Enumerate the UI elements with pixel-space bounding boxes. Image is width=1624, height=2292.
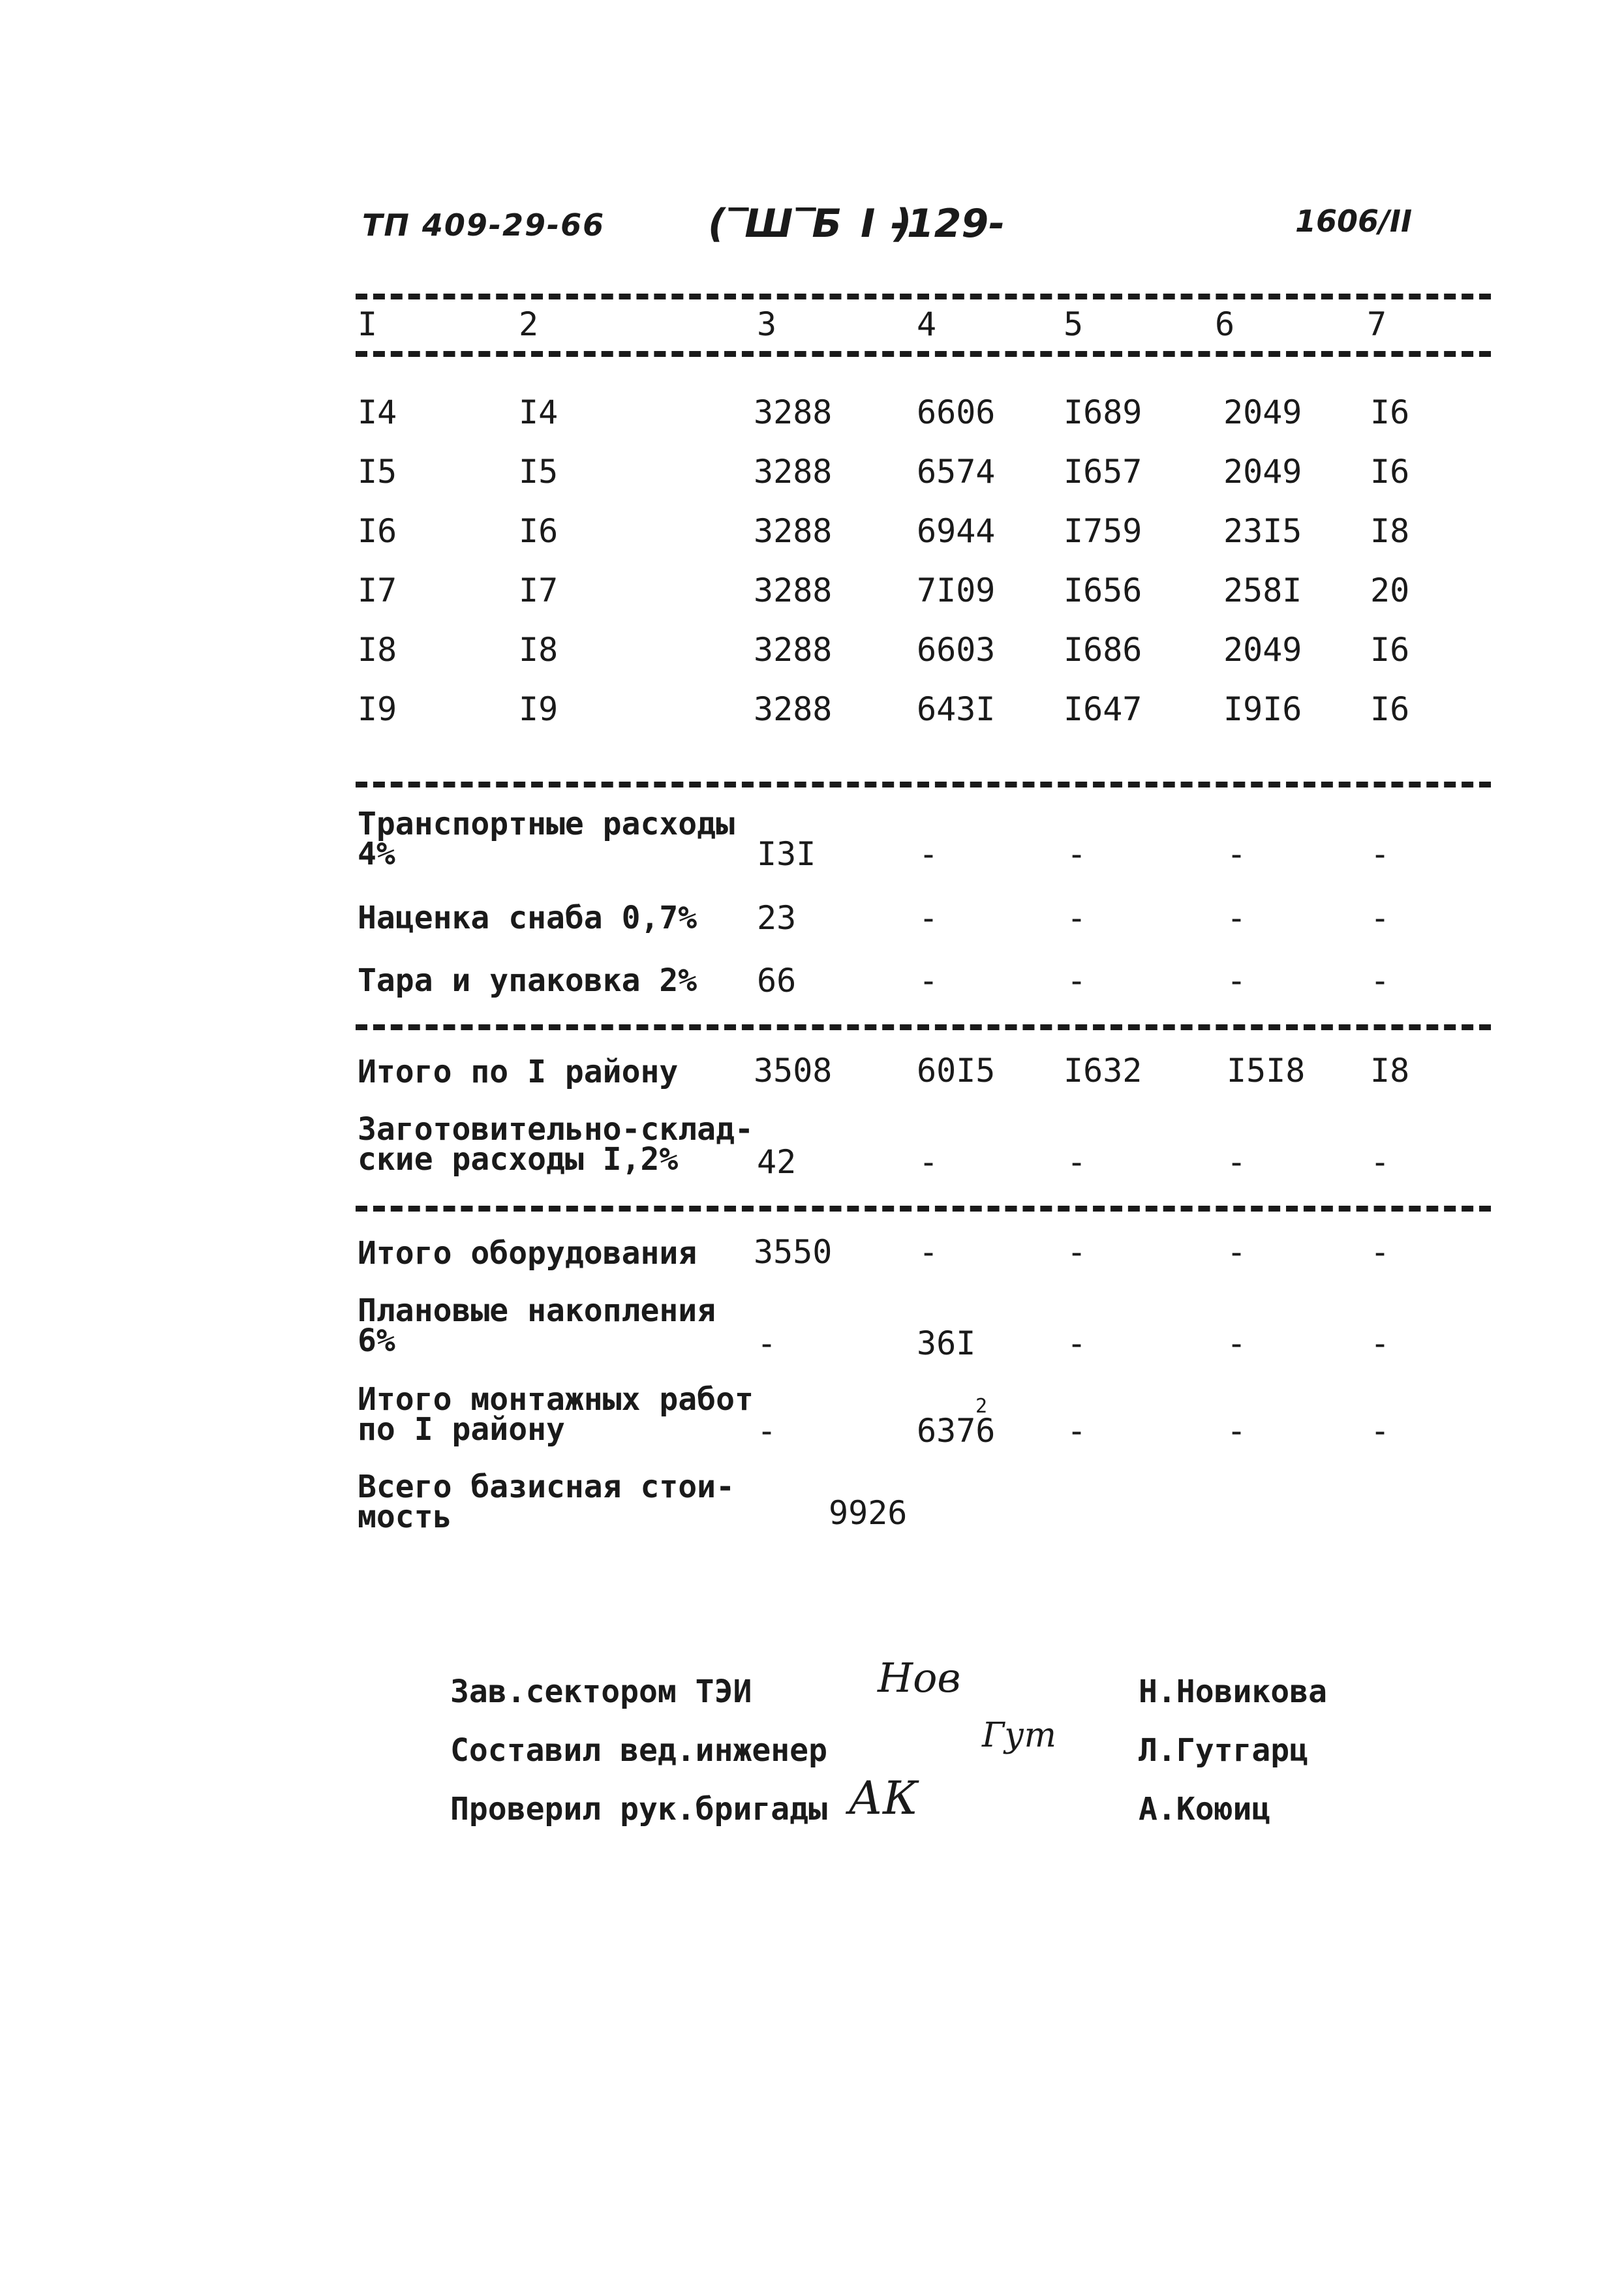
table-cell: I686 xyxy=(1064,631,1142,669)
summary-value: - xyxy=(1067,1324,1087,1362)
handwritten-signature: Нов xyxy=(878,1654,961,1702)
summary-value: - xyxy=(919,1233,939,1271)
summary-value: 42 xyxy=(757,1143,797,1181)
summary-value: - xyxy=(1227,1233,1247,1271)
summary-value: - xyxy=(1227,899,1247,937)
grand-total-value: 9926 xyxy=(829,1494,908,1532)
table-cell: 2049 xyxy=(1223,453,1302,491)
table-cell: I656 xyxy=(1064,572,1142,609)
summary-value: - xyxy=(1370,962,1390,1000)
table-cell: I647 xyxy=(1064,690,1142,728)
table-cell: 3288 xyxy=(754,393,833,431)
summary-value: - xyxy=(1067,1233,1087,1271)
table-cell: 6603 xyxy=(917,631,996,669)
summary-value: - xyxy=(919,962,939,1000)
summary-value: - xyxy=(1067,899,1087,937)
summary-value: I632 xyxy=(1064,1052,1142,1090)
table-cell: I657 xyxy=(1064,453,1142,491)
summary-label: Плановые накопления 6% xyxy=(358,1292,716,1359)
table-cell: I5 xyxy=(358,453,397,491)
table-cell: 6574 xyxy=(917,453,996,491)
table-cell: 3288 xyxy=(754,631,833,669)
signature-role: Зав.сектором ТЭИ xyxy=(450,1673,752,1710)
table-cell: I8 xyxy=(1370,512,1410,550)
summary-value: - xyxy=(919,835,939,873)
document-code: ТП 409-29-66 xyxy=(362,207,605,243)
table-cell: I6 xyxy=(1370,631,1410,669)
table-cell: I9I6 xyxy=(1223,690,1302,728)
album-mark: ( ̅Ш ̅Б I ) xyxy=(708,201,915,247)
table-cell: 3288 xyxy=(754,572,833,609)
summary-value: I3I xyxy=(757,835,816,873)
summary-value: - xyxy=(1227,1324,1247,1362)
table-cell: I759 xyxy=(1064,512,1142,550)
table-cell: 7I09 xyxy=(917,572,996,609)
table-cell: 6944 xyxy=(917,512,996,550)
summary-label: Итого монтажных работ по I району xyxy=(358,1381,754,1448)
summary-value: 60I5 xyxy=(917,1052,996,1090)
table-cell: I4 xyxy=(358,393,397,431)
summary-value: 23 xyxy=(757,899,797,937)
summary-value: - xyxy=(757,1324,777,1362)
signatory-name: А.Коюиц xyxy=(1139,1791,1271,1827)
table-cell: I5 xyxy=(519,453,559,491)
summary-value: - xyxy=(1227,1412,1247,1450)
summary-value: - xyxy=(1370,1324,1390,1362)
summary-value: 3508 xyxy=(754,1052,833,1090)
handwritten-signature: АК xyxy=(848,1771,919,1825)
column-header: 3 xyxy=(757,305,777,343)
table-cell: I6 xyxy=(1370,393,1410,431)
table-cell: I6 xyxy=(519,512,559,550)
column-header: I xyxy=(358,305,378,343)
table-cell: 20 xyxy=(1370,572,1410,609)
table-cell: 258I xyxy=(1223,572,1302,609)
column-header: 7 xyxy=(1367,305,1387,343)
superscript-mark: 2 xyxy=(975,1395,988,1418)
table-cell: 3288 xyxy=(754,512,833,550)
summary-value: - xyxy=(757,1412,777,1450)
table-cell: I8 xyxy=(519,631,559,669)
table-cell: I6 xyxy=(1370,453,1410,491)
summary-value: - xyxy=(1227,1143,1247,1181)
summary-label: Тара и упаковка 2% xyxy=(358,962,697,999)
handwritten-signature: Гут xyxy=(982,1716,1056,1755)
page-number: -129- xyxy=(891,201,1005,247)
signature-role: Проверил рук.бригады xyxy=(450,1791,827,1827)
table-cell: 2049 xyxy=(1223,631,1302,669)
summary-value: - xyxy=(1227,835,1247,873)
table-cell: 3288 xyxy=(754,690,833,728)
rule-subtotal xyxy=(356,1024,1491,1030)
sheet-number: 1606/II xyxy=(1295,204,1413,239)
column-header: 5 xyxy=(1064,305,1084,343)
summary-label: Итого по I району xyxy=(358,1054,679,1090)
summary-value: - xyxy=(1067,962,1087,1000)
signatory-name: Н.Новикова xyxy=(1139,1673,1327,1710)
signature-role: Составил вед.инженер xyxy=(450,1732,827,1769)
summary-value: - xyxy=(1370,1412,1390,1450)
table-cell: I4 xyxy=(519,393,559,431)
summary-value: - xyxy=(1370,1233,1390,1271)
grand-total-label: Всего базисная стои- мость xyxy=(358,1469,735,1535)
rule-equipment xyxy=(356,1206,1491,1212)
table-cell: I8 xyxy=(358,631,397,669)
summary-value: - xyxy=(1370,899,1390,937)
table-cell: 6606 xyxy=(917,393,996,431)
table-cell: I689 xyxy=(1064,393,1142,431)
table-cell: I9 xyxy=(358,690,397,728)
table-cell: 23I5 xyxy=(1223,512,1302,550)
table-cell: I6 xyxy=(1370,690,1410,728)
summary-value: 6376 xyxy=(917,1412,996,1450)
summary-value: 3550 xyxy=(754,1233,833,1271)
table-cell: I6 xyxy=(358,512,397,550)
table-cell: 3288 xyxy=(754,453,833,491)
column-header: 2 xyxy=(519,305,539,343)
summary-value: I8 xyxy=(1370,1052,1410,1090)
table-cell: I7 xyxy=(519,572,559,609)
summary-label: Транспортные расходы 4% xyxy=(358,806,735,872)
summary-value: - xyxy=(1067,835,1087,873)
summary-value: I5I8 xyxy=(1227,1052,1306,1090)
summary-value: - xyxy=(1227,962,1247,1000)
summary-value: - xyxy=(919,899,939,937)
column-header: 4 xyxy=(917,305,937,343)
summary-value: - xyxy=(1370,835,1390,873)
table-cell: I7 xyxy=(358,572,397,609)
table-cell: I9 xyxy=(519,690,559,728)
summary-value: - xyxy=(1370,1143,1390,1181)
summary-value: - xyxy=(919,1143,939,1181)
signatory-name: Л.Гутгарц xyxy=(1139,1732,1309,1769)
rule-header xyxy=(356,351,1491,357)
rule-top xyxy=(356,294,1491,299)
summary-value: - xyxy=(1067,1143,1087,1181)
table-cell: 643I xyxy=(917,690,996,728)
summary-label: Заготовительно-склад- ские расходы I,2% xyxy=(358,1111,754,1178)
summary-value: 36I xyxy=(917,1324,976,1362)
table-cell: 2049 xyxy=(1223,393,1302,431)
summary-label: Наценка снаба 0,7% xyxy=(358,900,697,936)
summary-label: Итого оборудования xyxy=(358,1235,697,1272)
rule-table-end xyxy=(356,782,1491,787)
column-header: 6 xyxy=(1215,305,1235,343)
summary-value: 66 xyxy=(757,962,797,1000)
summary-value: - xyxy=(1067,1412,1087,1450)
